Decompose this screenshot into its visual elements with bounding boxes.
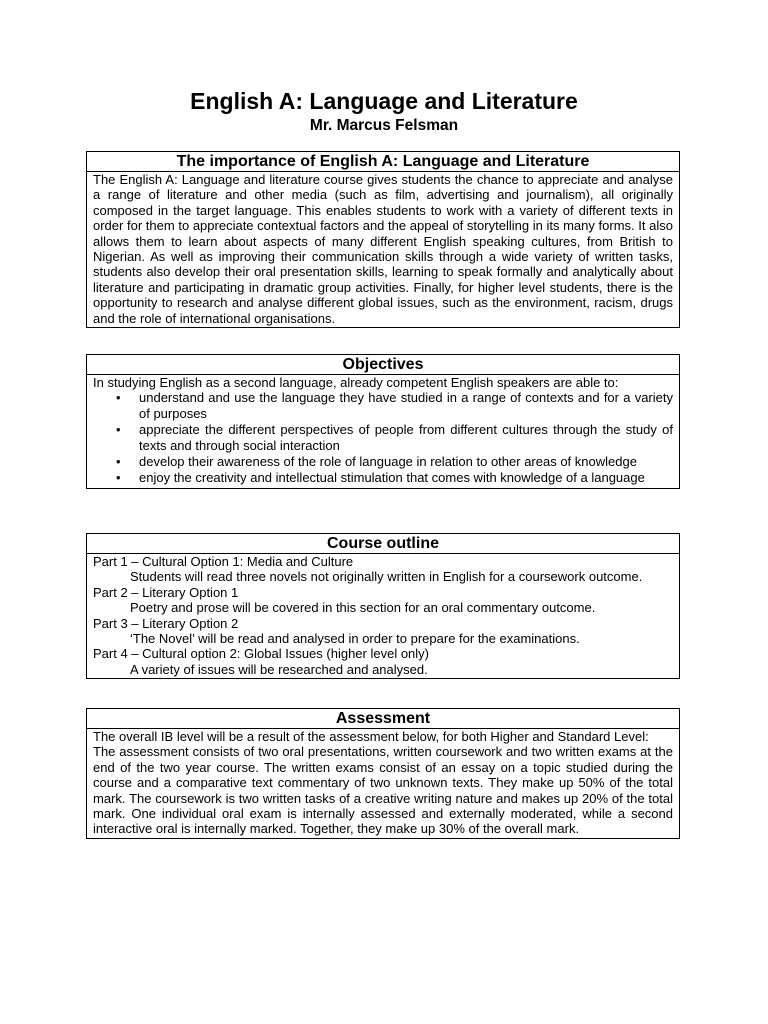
list-item — [93, 454, 673, 469]
importance-heading: The importance of English A: Language and Literature — [87, 152, 679, 172]
bullet-icon: • — [116, 454, 121, 470]
bullet-icon: • — [116, 422, 121, 438]
list-item — [93, 390, 673, 421]
objective-text: develop their awareness of the role of language in relation to other areas of knowledge — [139, 454, 637, 470]
part-detail: Poetry and prose will be covered in this section for an oral commentary outcome. — [130, 600, 596, 616]
importance-section — [86, 151, 680, 328]
part-title: Part 3 – Literary Option 2 — [93, 615, 239, 631]
document-author: Mr. Marcus Felsman — [309, 117, 459, 134]
list-item — [93, 422, 673, 453]
course-outline-heading: Course outline — [87, 534, 679, 554]
part-title: Part 4 – Cultural option 2: Global Issues (higher level only) — [93, 646, 430, 662]
document-title: English A: Language and Literature — [190, 88, 578, 114]
objectives-body — [87, 375, 679, 488]
assessment-section — [86, 708, 680, 839]
objectives-section — [86, 354, 680, 489]
bullet-icon: • — [116, 470, 121, 486]
course-outline-section — [86, 533, 680, 679]
part-title: Part 1 – Cultural Option 1: Media and Culture — [93, 554, 354, 569]
part-detail: A variety of issues will be researched and analysed. — [130, 661, 428, 677]
importance-body-container — [87, 172, 679, 327]
objectives-list — [93, 390, 673, 485]
part-detail: Students will read three novels not originally written in English for a coursework outcome. — [130, 569, 643, 585]
bullet-icon: • — [116, 390, 121, 406]
assessment-body: The assessment consists of two oral presentations, written coursework and two written exams at the end of the two year course. The written exams consist of an essay on a topic studied during the course and a comparative text commentary of two unknown texts. They make up 50% of the total mark. The coursework is two written tasks of a creative writing nature and makes up 20% of the total mark. One individual oral exam is internally assessed and externally moderated, while a second interactive oral is internally marked. Together, they make up 30% of the overall mark. — [93, 744, 673, 837]
importance-body: The English A: Language and literature course gives students the chance to appreciate and analyse a range of literature and other media (such as film, advertising and journalism), all originally composed in the target language. This enables students to work with a variety of different texts in order for them to appreciate contextual factors and the appeal of storytelling in its many forms. It also allows them to learn about aspects of many different English speaking cultures, from British to Nigerian. As well as improving their communication skills through a wide variety of written tasks, students also develop their oral presentation skills, learning to speak formally and analytically about literature and participating in dramatic group activities. Finally, for higher level students, there is the opportunity to research and analyse different global issues, such as the environment, racism, drugs and the role of international organisations. — [93, 172, 673, 326]
objectives-heading: Objectives — [87, 355, 679, 375]
list-item — [93, 470, 673, 485]
assessment-body-container — [87, 729, 679, 838]
part-title: Part 2 – Literary Option 1 — [93, 584, 239, 600]
assessment-heading: Assessment — [87, 709, 679, 729]
objective-text: enjoy the creativity and intellectual stimulation that comes with knowledge of a language — [139, 470, 645, 486]
objectives-intro: In studying English as a second language, already competent English speakers are able to: — [93, 375, 619, 390]
part-detail: ‘The Novel’ will be read and analysed in order to prepare for the examinations. — [130, 631, 580, 647]
objective-text: understand and use the language they have studied in a range of contexts and for a variety of purposes — [139, 390, 673, 421]
objective-text: appreciate the different perspectives of people from different cultures through the study of texts and through social interaction — [139, 422, 673, 453]
course-outline-body — [87, 554, 679, 678]
assessment-intro: The overall IB level will be a result of the assessment below, for both Higher and Standard Level: — [93, 729, 649, 744]
